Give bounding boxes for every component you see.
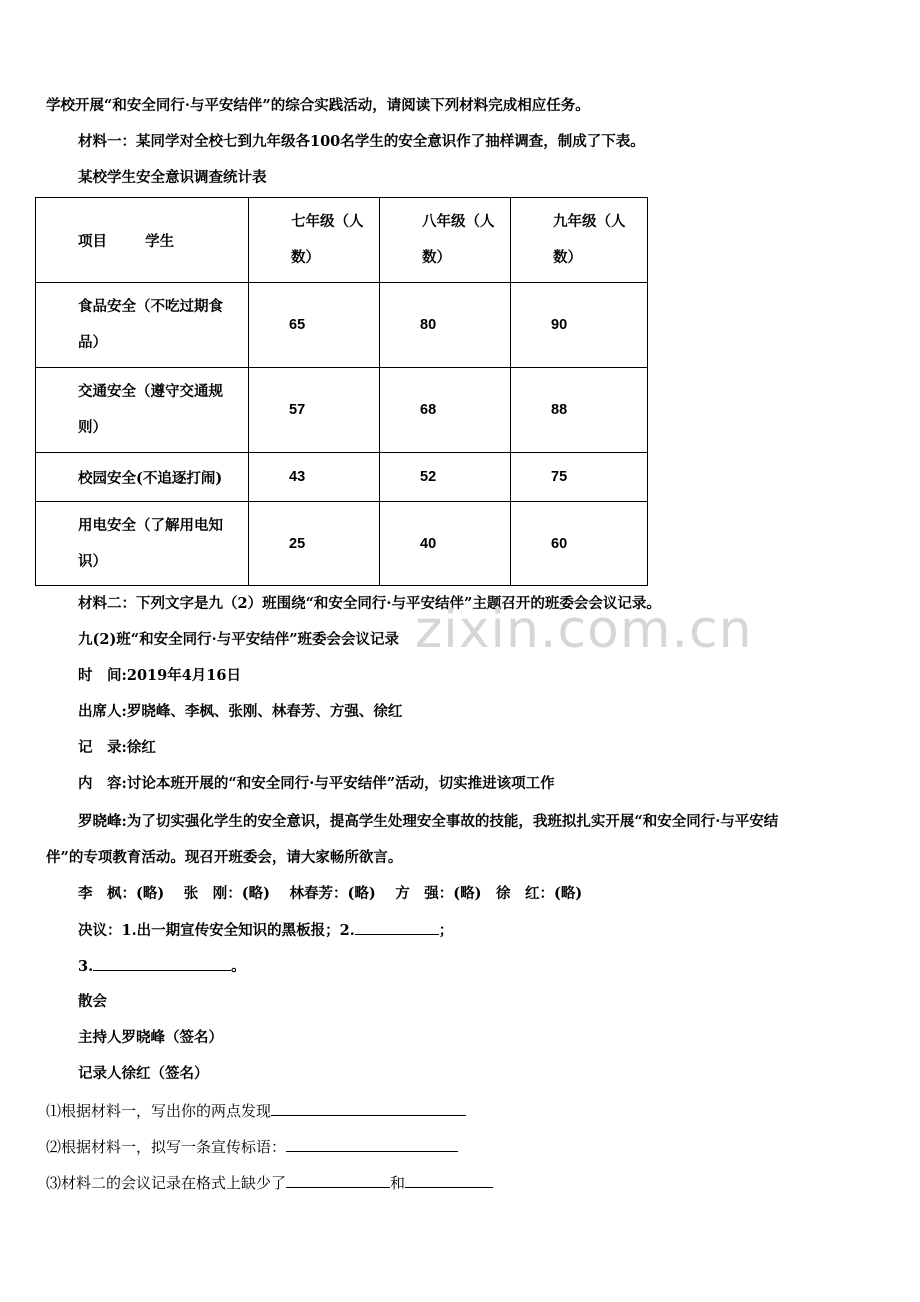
row-label: 校园安全(不追逐打闹) bbox=[36, 453, 249, 502]
resolution-suffix: ； bbox=[438, 922, 454, 939]
table-row bbox=[36, 453, 648, 502]
cell-grade7: 57 bbox=[249, 368, 380, 453]
row-label: 食品安全（不吃过期食品） bbox=[36, 283, 249, 368]
table-header-row bbox=[36, 198, 648, 283]
header-corner-left: 项目 bbox=[78, 232, 107, 250]
question-3-mid: 和 bbox=[390, 1174, 406, 1192]
cell-grade9: 88 bbox=[511, 368, 648, 453]
recorder-signature: 记录人徐红（签名） bbox=[78, 1065, 209, 1082]
header-grade9: 九年级（人数） bbox=[511, 198, 648, 283]
speakers-list: 李 枫：(略) 张 刚：(略) 林春芳：(略) 方 强：(略) 徐 红：(略) bbox=[78, 885, 583, 902]
question-3-blank-2[interactable] bbox=[405, 1173, 493, 1188]
question-2-text: ⑵根据材料一，拟写一条宣传标语： bbox=[46, 1138, 287, 1156]
intro-text: 学校开展“和安全同行·与平安结伴”的综合实践活动，请阅读下列材料完成相应任务。 bbox=[46, 97, 590, 114]
cell-grade7: 65 bbox=[249, 283, 380, 368]
question-1 bbox=[46, 1101, 466, 1121]
question-3-blank-1[interactable] bbox=[286, 1173, 390, 1188]
host-signature: 主持人罗晓峰（签名） bbox=[78, 1029, 223, 1046]
luo-speech-line1: 罗晓峰:为了切实强化学生的安全意识，提高学生处理安全事故的技能，我班拟扎实开展“和安全同行·与平安结 bbox=[78, 813, 779, 830]
question-1-text: ⑴根据材料一，写出你的两点发现 bbox=[46, 1102, 272, 1120]
resolution3-suffix: 。 bbox=[231, 958, 246, 975]
cell-grade8: 80 bbox=[380, 283, 511, 368]
resolution3-line bbox=[78, 956, 246, 977]
question-2 bbox=[46, 1137, 458, 1157]
watermark: zixin.com.cn bbox=[415, 600, 753, 660]
cell-grade8: 40 bbox=[380, 502, 511, 586]
table-row bbox=[36, 502, 648, 586]
table-row bbox=[36, 368, 648, 453]
question-3 bbox=[46, 1173, 493, 1193]
cell-grade9: 60 bbox=[511, 502, 648, 586]
header-corner-cell bbox=[36, 198, 249, 283]
cell-grade7: 43 bbox=[249, 453, 380, 502]
cell-grade8: 68 bbox=[380, 368, 511, 453]
dismiss-text: 散会 bbox=[78, 993, 107, 1010]
material-two-text: 材料二：下列文字是九（2）班围绕“和安全同行·与平安结伴”主题召开的班委会会议记录。 bbox=[78, 595, 661, 612]
meeting-recorder: 记 录:徐红 bbox=[78, 739, 156, 756]
question-1-blank[interactable] bbox=[271, 1101, 466, 1116]
survey-table bbox=[35, 197, 648, 586]
header-corner-right: 学生 bbox=[145, 232, 175, 250]
cell-grade8: 52 bbox=[380, 453, 511, 502]
header-grade8: 八年级（人数） bbox=[380, 198, 511, 283]
meeting-time: 时 间:2019年4月16日 bbox=[78, 667, 241, 684]
question-3-text: ⑶材料二的会议记录在格式上缺少了 bbox=[46, 1174, 287, 1192]
table-title: 某校学生安全意识调查统计表 bbox=[78, 169, 267, 186]
resolution3-prefix: 3. bbox=[78, 958, 94, 975]
resolution-line bbox=[78, 920, 453, 941]
resolution-blank-3[interactable] bbox=[93, 956, 231, 971]
meeting-attendees: 出席人:罗晓峰、李枫、张刚、林春芳、方强、徐红 bbox=[78, 703, 403, 720]
resolution-blank-2[interactable] bbox=[355, 920, 439, 935]
header-grade7: 七年级（人数） bbox=[249, 198, 380, 283]
row-label: 用电安全（了解用电知识） bbox=[36, 502, 249, 586]
row-label: 交通安全（遵守交通规则） bbox=[36, 368, 249, 453]
cell-grade9: 90 bbox=[511, 283, 648, 368]
question-2-blank[interactable] bbox=[286, 1137, 458, 1152]
meeting-content: 内 容:讨论本班开展的“和安全同行·与平安结伴”活动，切实推进该项工作 bbox=[78, 775, 555, 792]
cell-grade9: 75 bbox=[511, 453, 648, 502]
material-one-text: 材料一：某同学对全校七到九年级各100名学生的安全意识作了抽样调查，制成了下表。 bbox=[78, 133, 645, 150]
cell-grade7: 25 bbox=[249, 502, 380, 586]
luo-speech-line2: 伴”的专项教育活动。现召开班委会，请大家畅所欲言。 bbox=[46, 849, 403, 866]
record-title: 九(2)班“和安全同行·与平安结伴”班委会会议记录 bbox=[78, 631, 400, 648]
resolution-prefix: 决议：1.出一期宣传安全知识的黑板报；2. bbox=[78, 922, 355, 939]
table-row bbox=[36, 283, 648, 368]
